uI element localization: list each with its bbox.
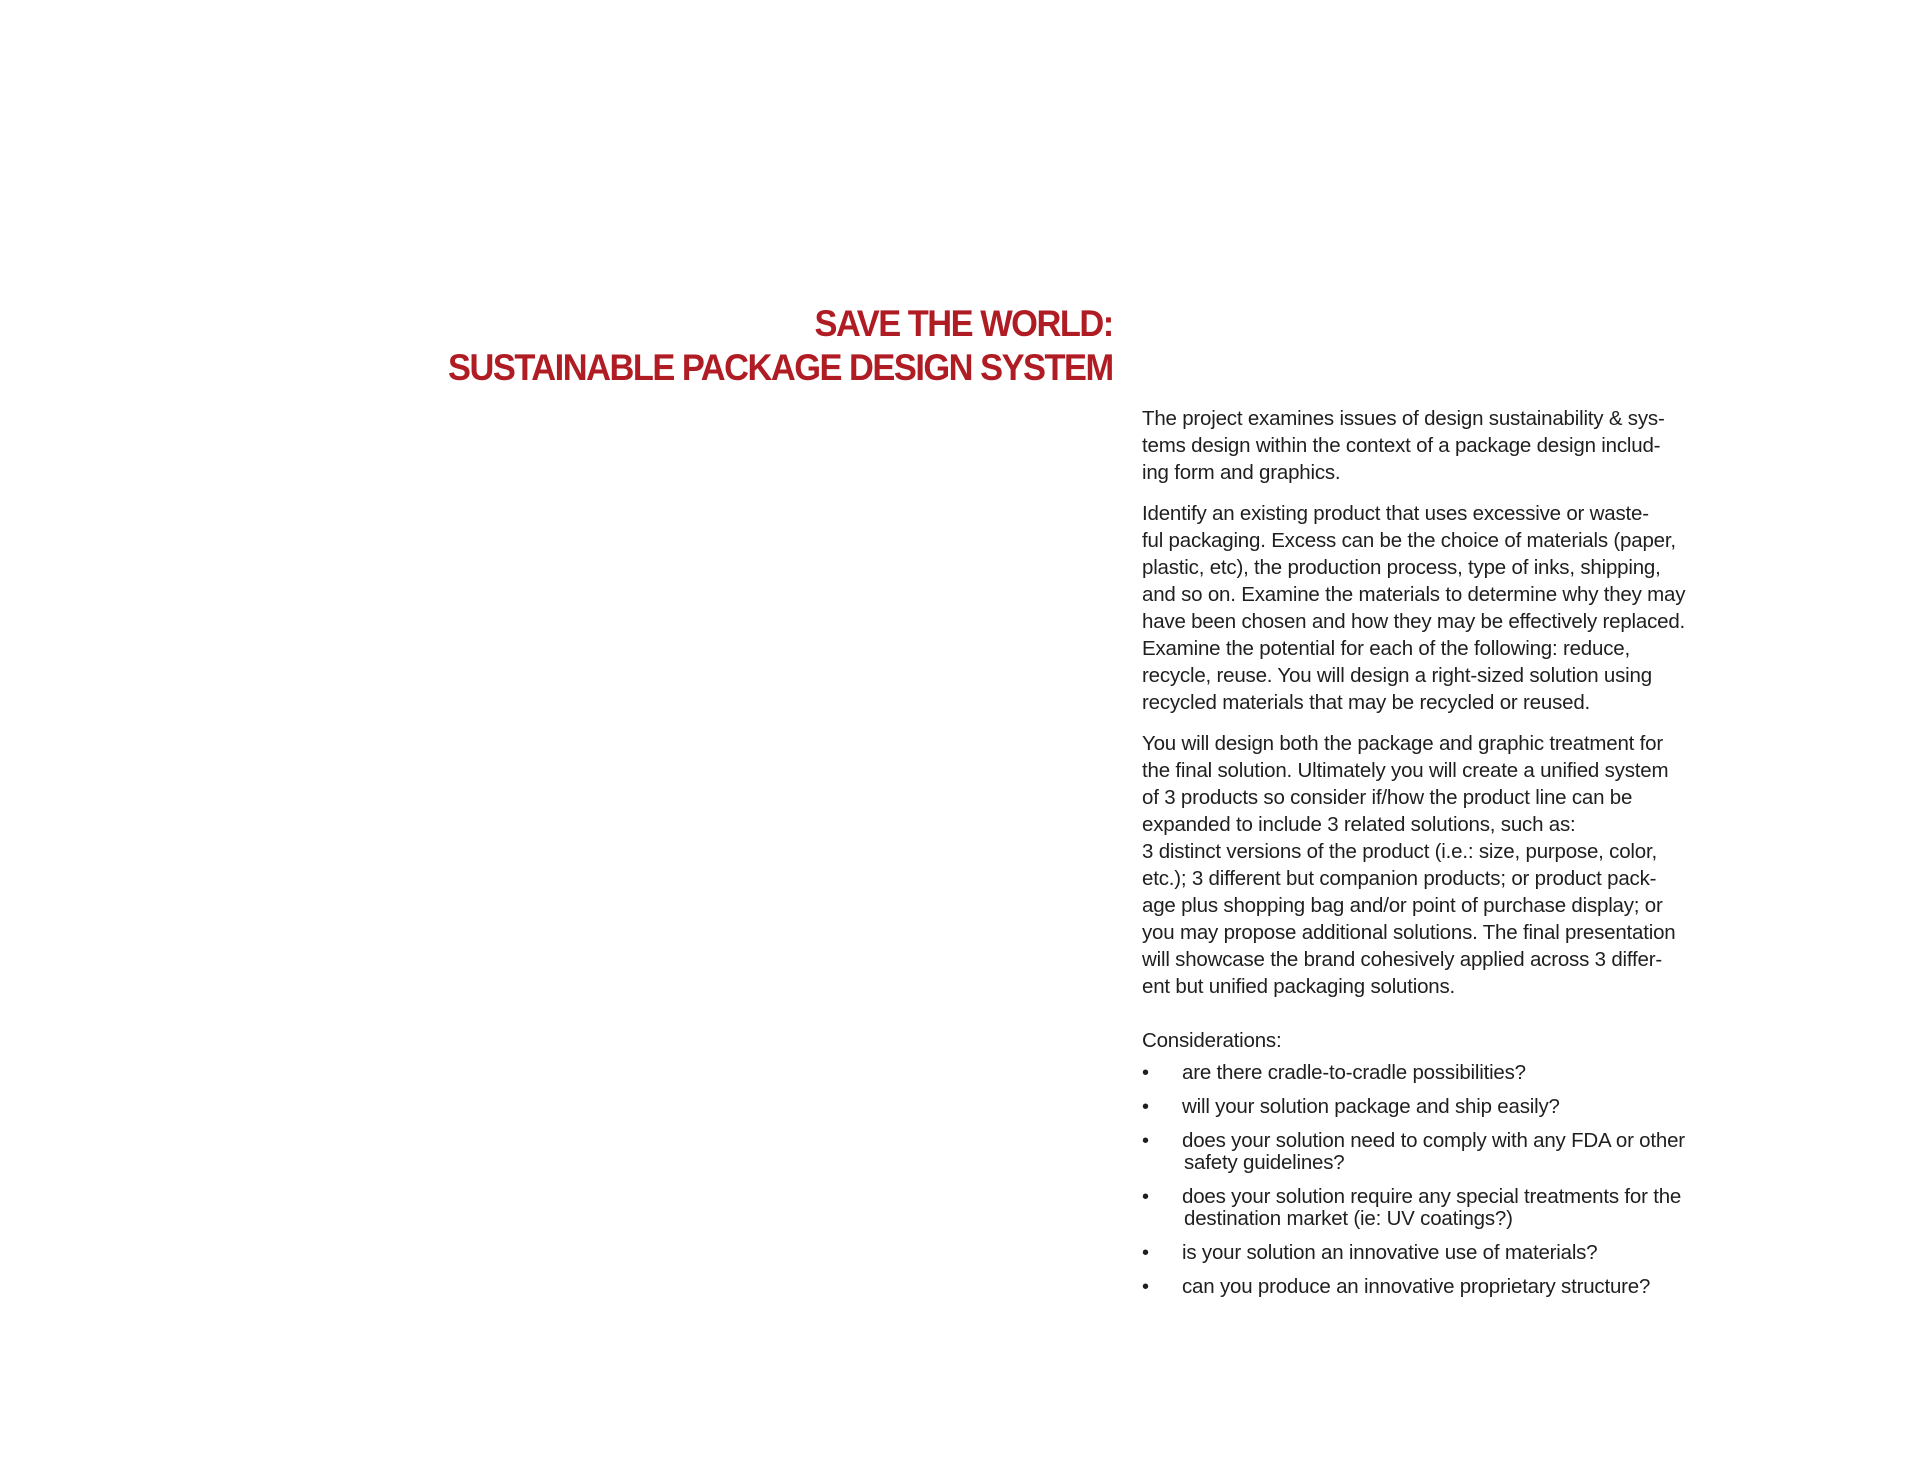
list-item [1142,1276,1782,1298]
text-line: Identify an existing product that uses excessive or waste- [1142,502,1649,525]
bullet-icon: • [1142,1130,1149,1152]
list-item-text: does your solution require any special treatments for the [1182,1185,1682,1208]
bullet-icon: • [1142,1062,1149,1084]
list-item-text: can you produce an innovative proprietary structure? [1182,1275,1651,1298]
title-line-1: SAVE THE WORLD: [814,303,1113,344]
text-line: ing form and graphics. [1142,461,1341,484]
considerations-list [1142,1062,1782,1298]
list-item [1142,1096,1782,1118]
page-title [448,302,1113,390]
text-line: 3 distinct versions of the product (i.e.: size, purpose, color, [1142,840,1657,863]
list-item-text: is your solution an innovative use of materials? [1182,1241,1598,1264]
paragraph-intro [1142,405,1782,486]
list-item [1142,1130,1782,1174]
text-line: You will design both the package and graphic treatment for [1142,732,1663,755]
text-line: age plus shopping bag and/or point of purchase display; or [1142,894,1663,917]
project-brief [1142,405,1782,1310]
bullet-icon: • [1142,1242,1149,1264]
list-item-text: does your solution need to comply with any FDA or other [1182,1129,1685,1152]
text-line: tems design within the context of a package design includ- [1142,434,1661,457]
text-line: the final solution. Ultimately you will create a unified system [1142,759,1669,782]
list-item [1142,1186,1782,1230]
bullet-icon: • [1142,1186,1149,1208]
text-line: have been chosen and how they may be effectively replaced. [1142,610,1686,633]
text-line: and so on. Examine the materials to determine why they may [1142,583,1686,606]
bullet-icon: • [1142,1276,1149,1298]
text-line: Examine the potential for each of the following: reduce, [1142,637,1630,660]
considerations-heading: Considerations: [1142,1029,1282,1052]
list-item-text: safety guidelines? [1184,1151,1345,1174]
paragraph-system [1142,730,1782,1000]
text-line: The project examines issues of design sustainability & sys- [1142,407,1665,430]
text-line: ful packaging. Excess can be the choice of materials (paper, [1142,529,1676,552]
paragraph-identify [1142,500,1782,716]
bullet-icon: • [1142,1096,1149,1118]
list-item-text: will your solution package and ship easily? [1182,1095,1560,1118]
text-line: of 3 products so consider if/how the product line can be [1142,786,1633,809]
text-line: recycled materials that may be recycled or reused. [1142,691,1591,714]
text-line: expanded to include 3 related solutions, such as: [1142,813,1576,836]
text-line: etc.); 3 different but companion products; or product pack- [1142,867,1657,890]
list-item [1142,1242,1782,1264]
list-item [1142,1062,1782,1084]
text-line: you may propose additional solutions. The final presentation [1142,921,1676,944]
text-line: recycle, reuse. You will design a right-sized solution using [1142,664,1652,687]
text-line: plastic, etc), the production process, type of inks, shipping, [1142,556,1661,579]
text-line: ent but unified packaging solutions. [1142,975,1456,998]
list-item-text: are there cradle-to-cradle possibilities? [1182,1061,1526,1084]
text-line: will showcase the brand cohesively applied across 3 differ- [1142,948,1662,971]
title-line-2: SUSTAINABLE PACKAGE DESIGN SYSTEM [448,347,1113,388]
list-item-text: destination market (ie: UV coatings?) [1184,1207,1513,1230]
